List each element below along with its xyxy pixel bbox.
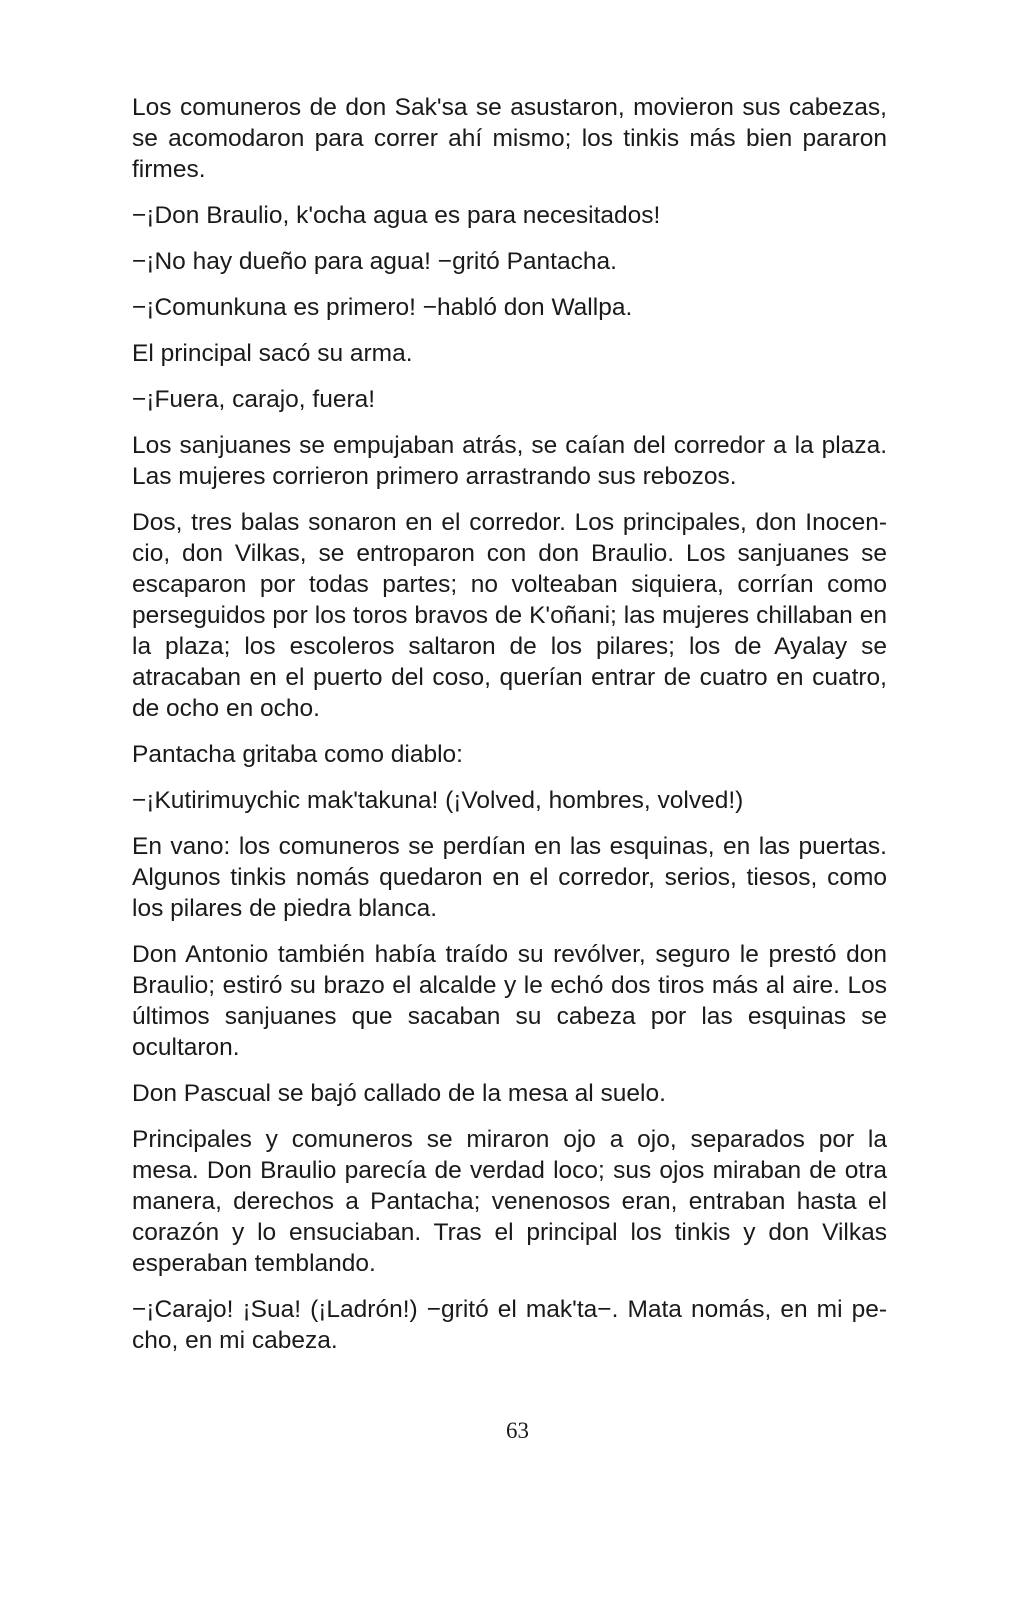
paragraph: Principales y comuneros se miraron ojo a ojo, separados por la mesa. Don Braulio parecía de verdad loco; sus ojos miraban de otra manera, derechos a Pantacha; venenosos eran, entraban hasta el corazón y lo ensuciaban. Tras el principal los tinkis y don Vilkas esperaban temblando. — [132, 1126, 887, 1277]
body-text — [132, 92, 887, 1371]
paragraph: −¡Comunkuna es primero! −habló don Wallpa. — [132, 294, 633, 321]
paragraph: −¡Carajo! ¡Sua! (¡Ladrón!) −gritó el mak'ta−. Mata nomás, en mi pecho, en mi cabeza. — [132, 1296, 887, 1354]
paragraph: −¡Don Braulio, k'ocha agua es para necesitados! — [132, 202, 661, 229]
paragraph: Los sanjuanes se empujaban atrás, se caían del corredor a la plaza. Las mujeres corrieron primero arrastrando sus rebozos. — [132, 432, 887, 490]
paragraph: Don Antonio también había traído su revólver, seguro le prestó don Braulio; estiró su brazo el alcalde y le echó dos tiros más al aire. Los últimos sanjuanes que sacaban su cabeza por las esquinas se ocultaron. — [132, 941, 887, 1061]
page-number: 63 — [506, 1418, 529, 1443]
paragraph: Don Pascual se bajó callado de la mesa al suelo. — [132, 1080, 666, 1107]
paragraph: −¡No hay dueño para agua! −gritó Pantacha. — [132, 248, 617, 275]
paragraph: −¡Kutirimuychic mak'takuna! (¡Volved, hombres, volved!) — [132, 787, 744, 814]
paragraph: Los comuneros de don Sak'sa se asustaron, movieron sus cabezas, se acomodaron para correr ahí mismo; los tinkis más bien pararon firmes. — [132, 94, 887, 183]
paragraph: En vano: los comuneros se perdían en las esquinas, en las puertas. Algunos tinkis nomás quedaron en el corredor, serios, tiesos, como los pilares de piedra blanca. — [132, 833, 887, 922]
paragraph: −¡Fuera, carajo, fuera! — [132, 386, 376, 413]
paragraph: Pantacha gritaba como diablo: — [132, 741, 463, 768]
paragraph: El principal sacó su arma. — [132, 340, 413, 367]
paragraph: Dos, tres balas sonaron en el corredor. Los principales, don Inocencio, don Vilkas, se entroparon con don Braulio. Los sanjuanes se escaparon por todas partes; no volteaban siquiera, corrían como perseguidos por los toros bravos de K'oñani; las mujeres chillaban en la plaza; los escoleros saltaron de los pilares; los de Ayalay se atracaban en el puerto del coso, querían entrar de cuatro en cuatro, de ocho en ocho. — [132, 509, 887, 722]
